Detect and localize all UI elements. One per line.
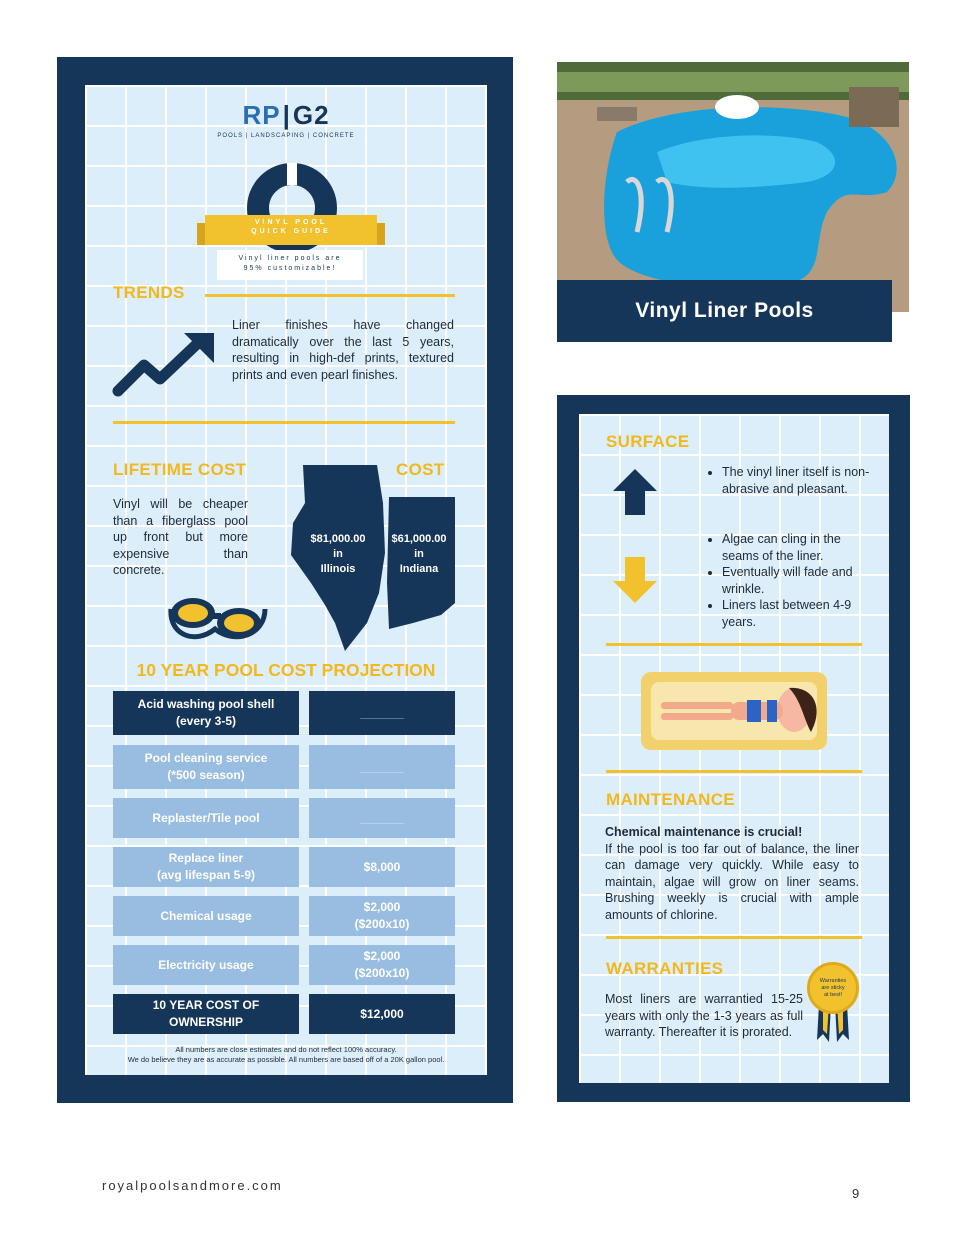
row-value-line-1: $2,000 xyxy=(363,900,401,914)
projection-row-label xyxy=(113,896,299,936)
seal-line-2: are sticky xyxy=(821,984,845,991)
row-label-line-1: Chemical usage xyxy=(160,908,252,923)
surface-con-item: • Liners last between 4-9 years. xyxy=(722,597,876,630)
trends-bottom-divider xyxy=(113,421,455,424)
illinois-state: Illinois xyxy=(320,563,356,575)
row-label-line-2: (avg lifespan 5-9) xyxy=(156,868,256,882)
warranties-title: WARRANTIES xyxy=(606,959,724,978)
projection-total-label xyxy=(113,994,299,1034)
illinois-in: in xyxy=(333,548,343,560)
ribbon-line-1: VINYL POOL xyxy=(254,219,328,226)
customizable-line-1: Vinyl liner pools are xyxy=(238,255,342,262)
customizable-line-2: 95% customizable! xyxy=(243,265,337,272)
footer-website[interactable]: royalpoolsandmore.com xyxy=(102,1178,283,1193)
logo-g2-text: G2 xyxy=(292,100,330,130)
projection-row-value xyxy=(309,745,455,789)
surface-divider xyxy=(606,643,862,646)
customizable-badge xyxy=(217,250,363,280)
life-ring-stripe xyxy=(287,163,297,185)
row-label-line-2: (*500 season) xyxy=(167,768,245,782)
surface-con-item: • Algae can cling in the seams of the liner. xyxy=(722,531,876,564)
ribbon-line-2: QUICK GUIDE xyxy=(251,228,331,235)
float-divider xyxy=(606,770,862,773)
row-value-line-1: _______ xyxy=(360,759,404,774)
maintenance-title: MAINTENANCE xyxy=(606,790,735,809)
surface-cons-list xyxy=(706,531,876,630)
row-label-line-2: (every 3-5) xyxy=(175,714,237,728)
pool-photo-illustration xyxy=(557,62,909,312)
logo-tagline: POOLS | LANDSCAPING | CONCRETE xyxy=(217,133,355,139)
projection-row-label xyxy=(113,847,299,887)
row-value-line-1: _______ xyxy=(360,705,404,720)
cost-title: COST xyxy=(396,460,445,479)
projection-row-value xyxy=(309,691,455,735)
projection-row-value xyxy=(309,798,455,838)
surface-pro-item: • The vinyl liner itself is non-abrasive and pleasant. xyxy=(722,464,876,497)
footnote-line-1: All numbers are close estimates and do not reflect 100% accuracy. xyxy=(175,1045,397,1054)
trends-text: Liner finishes have changed dramatically over the last 5 years, resulting in high-def prints, textured prints and even pearl finishes. xyxy=(232,318,454,382)
projection-row-value xyxy=(309,945,455,985)
row-value-line-2: ($200x10) xyxy=(354,917,410,931)
projection-row-value xyxy=(309,847,455,887)
footnote-line-2: We do believe they are as accurate as possible. All numbers are based off of a 20K gallon pool. xyxy=(127,1055,445,1064)
warranty-seal xyxy=(807,962,859,1014)
projection-row-label xyxy=(113,945,299,985)
row-value-line-1: $12,000 xyxy=(360,1006,404,1021)
row-value-line-1: _______ xyxy=(360,810,404,825)
projection-row-label xyxy=(113,691,299,735)
pool-photo xyxy=(557,62,909,312)
row-label-line-1: Acid washing pool shell xyxy=(137,697,275,711)
infographic-panel xyxy=(85,85,487,1075)
photo-caption-bar xyxy=(557,280,892,342)
projection-title: 10 YEAR POOL COST PROJECTION xyxy=(136,660,436,680)
page-number: 9 xyxy=(852,1186,860,1201)
row-label-line-1: Replaster/Tile pool xyxy=(152,810,260,825)
illinois-amount: $81,000.00 xyxy=(310,533,366,545)
maintenance-emphasis: Chemical maintenance is crucial! xyxy=(605,825,803,839)
illinois-cost-label xyxy=(303,532,373,577)
projection-row-label xyxy=(113,745,299,789)
projection-total-value xyxy=(309,994,455,1034)
trend-arrow-icon xyxy=(110,329,218,399)
surface-con-item: • Eventually will fade and wrinkle. xyxy=(722,564,876,597)
row-label-line-1: 10 YEAR COST OF xyxy=(152,998,260,1012)
indiana-in: in xyxy=(414,548,424,560)
photo-caption: Vinyl Liner Pools xyxy=(635,299,814,322)
row-label-line-2: OWNERSHIP xyxy=(168,1015,243,1029)
goggles-icon xyxy=(165,585,271,647)
maintenance-text: If the pool is too far out of balance, the liner can damage very quickly. While easy to maintain, algae will grow on liner seams. Brushing weekly is crucial with ample amounts of chlorine. xyxy=(605,841,859,922)
surface-pros-list xyxy=(706,464,876,497)
lifetime-cost-text: Vinyl will be cheaper than a fiberglass pool up front but more expensive than concrete. xyxy=(113,497,248,577)
trends-divider xyxy=(205,294,455,297)
lifetime-cost-title: LIFETIME COST xyxy=(113,460,247,479)
indiana-cost-label xyxy=(387,532,451,577)
down-arrow-icon xyxy=(613,557,657,603)
projection-row-label xyxy=(113,798,299,838)
row-label-line-1: Replace liner xyxy=(168,851,244,865)
row-value-line-2: ($200x10) xyxy=(354,966,410,980)
surface-title: SURFACE xyxy=(606,432,690,451)
company-logo: RP|G2 POOLS | LANDSCAPING | CONCRETE xyxy=(85,100,487,139)
projection-footnote xyxy=(85,1045,487,1065)
pool-float-illustration xyxy=(639,668,829,752)
trends-title: TRENDS xyxy=(113,283,185,302)
row-label-line-1: Electricity usage xyxy=(158,957,254,972)
warranties-text: Most liners are warrantied 15-25 years with only the 1-3 years as full warranty. Thereafter it is prorated. xyxy=(605,992,803,1039)
logo-rp-text: RP xyxy=(242,100,281,130)
indiana-state: Indiana xyxy=(399,563,439,575)
quick-guide-ribbon xyxy=(205,215,377,245)
row-value-line-1: $8,000 xyxy=(363,859,401,874)
indiana-amount: $61,000.00 xyxy=(391,533,447,545)
maintenance-divider xyxy=(606,936,862,939)
maintenance-text-block xyxy=(605,824,859,923)
features-panel xyxy=(579,414,889,1083)
projection-row-value xyxy=(309,896,455,936)
up-arrow-icon xyxy=(613,469,657,515)
seal-line-1: Warranties xyxy=(819,977,847,984)
row-label-line-1: Pool cleaning service xyxy=(144,751,268,765)
seal-line-3: at best! xyxy=(823,991,843,998)
row-value-line-1: $2,000 xyxy=(363,949,401,963)
